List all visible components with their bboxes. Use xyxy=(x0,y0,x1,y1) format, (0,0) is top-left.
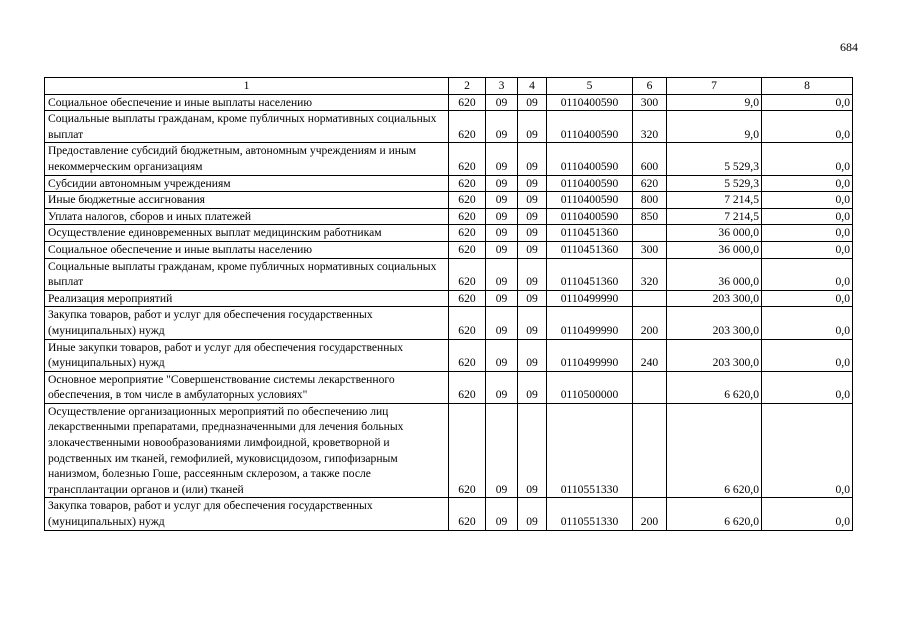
table-row xyxy=(45,371,853,403)
row-target-item-code: 0110400590 xyxy=(547,175,633,192)
row-target-item-code: 0110400590 xyxy=(547,143,633,175)
row-name: Уплата налогов, сборов и иных платежей xyxy=(45,208,449,225)
table-row xyxy=(45,192,853,209)
row-amount: 5 529,3 xyxy=(667,143,762,175)
row-ministry-code: 620 xyxy=(449,208,486,225)
row-name: Предоставление субсидий бюджетным, автономным учреждениям и иным некоммерческим организациям xyxy=(45,143,449,175)
row-expense-type-code: 200 xyxy=(633,307,667,339)
row-target-item-code: 0110551330 xyxy=(547,498,633,530)
row-amount-secondary: 0,0 xyxy=(762,225,853,242)
table-row xyxy=(45,339,853,371)
row-amount: 6 620,0 xyxy=(667,403,762,498)
row-subsection-code: 09 xyxy=(518,192,547,209)
row-amount: 36 000,0 xyxy=(667,258,762,290)
row-subsection-code: 09 xyxy=(518,241,547,258)
row-name: Иные бюджетные ассигнования xyxy=(45,192,449,209)
row-target-item-code: 0110400590 xyxy=(547,111,633,143)
row-expense-type-code xyxy=(633,371,667,403)
row-subsection-code: 09 xyxy=(518,258,547,290)
row-amount: 6 620,0 xyxy=(667,498,762,530)
column-header: 7 xyxy=(667,78,762,95)
column-header: 6 xyxy=(633,78,667,95)
row-subsection-code: 09 xyxy=(518,290,547,307)
row-ministry-code: 620 xyxy=(449,258,486,290)
row-amount-secondary: 0,0 xyxy=(762,258,853,290)
row-amount-secondary: 0,0 xyxy=(762,111,853,143)
row-ministry-code: 620 xyxy=(449,94,486,111)
row-ministry-code: 620 xyxy=(449,307,486,339)
table-row xyxy=(45,143,853,175)
row-expense-type-code xyxy=(633,290,667,307)
page-number: 684 xyxy=(840,40,858,54)
row-name: Реализация мероприятий xyxy=(45,290,449,307)
row-ministry-code: 620 xyxy=(449,498,486,530)
row-section-code: 09 xyxy=(486,192,518,209)
row-name: Закупка товаров, работ и услуг для обеспечения государственных (муниципальных) нужд xyxy=(45,498,449,530)
row-expense-type-code: 320 xyxy=(633,258,667,290)
row-amount: 6 620,0 xyxy=(667,371,762,403)
column-header: 8 xyxy=(762,78,853,95)
row-ministry-code: 620 xyxy=(449,371,486,403)
row-section-code: 09 xyxy=(486,290,518,307)
row-amount: 7 214,5 xyxy=(667,208,762,225)
row-subsection-code: 09 xyxy=(518,143,547,175)
row-section-code: 09 xyxy=(486,371,518,403)
row-ministry-code: 620 xyxy=(449,175,486,192)
row-expense-type-code: 300 xyxy=(633,94,667,111)
row-ministry-code: 620 xyxy=(449,225,486,242)
row-amount: 9,0 xyxy=(667,111,762,143)
row-name: Закупка товаров, работ и услуг для обеспечения государственных (муниципальных) нужд xyxy=(45,307,449,339)
table-row xyxy=(45,208,853,225)
table-header-row xyxy=(45,78,853,95)
row-expense-type-code: 620 xyxy=(633,175,667,192)
row-name: Социальное обеспечение и иные выплаты населению xyxy=(45,241,449,258)
row-name: Основное мероприятие "Совершенствование системы лекарственного обеспечения, в том числе в амбулаторных условиях" xyxy=(45,371,449,403)
row-name: Социальное обеспечение и иные выплаты населению xyxy=(45,94,449,111)
row-subsection-code: 09 xyxy=(518,371,547,403)
row-amount: 5 529,3 xyxy=(667,175,762,192)
row-section-code: 09 xyxy=(486,258,518,290)
column-header: 3 xyxy=(486,78,518,95)
row-amount: 36 000,0 xyxy=(667,241,762,258)
row-amount-secondary: 0,0 xyxy=(762,339,853,371)
row-target-item-code: 0110499990 xyxy=(547,290,633,307)
row-target-item-code: 0110451360 xyxy=(547,225,633,242)
row-amount-secondary: 0,0 xyxy=(762,192,853,209)
row-subsection-code: 09 xyxy=(518,403,547,498)
table-row xyxy=(45,94,853,111)
row-subsection-code: 09 xyxy=(518,339,547,371)
row-amount-secondary: 0,0 xyxy=(762,175,853,192)
row-section-code: 09 xyxy=(486,208,518,225)
row-section-code: 09 xyxy=(486,241,518,258)
row-subsection-code: 09 xyxy=(518,111,547,143)
row-expense-type-code: 600 xyxy=(633,143,667,175)
row-section-code: 09 xyxy=(486,225,518,242)
row-subsection-code: 09 xyxy=(518,175,547,192)
row-expense-type-code: 240 xyxy=(633,339,667,371)
row-expense-type-code: 800 xyxy=(633,192,667,209)
budget-table xyxy=(44,77,853,531)
row-section-code: 09 xyxy=(486,498,518,530)
row-ministry-code: 620 xyxy=(449,111,486,143)
row-name: Субсидии автономным учреждениям xyxy=(45,175,449,192)
row-subsection-code: 09 xyxy=(518,225,547,242)
row-name: Иные закупки товаров, работ и услуг для обеспечения государственных (муниципальных) нужд xyxy=(45,339,449,371)
row-ministry-code: 620 xyxy=(449,290,486,307)
row-amount: 36 000,0 xyxy=(667,225,762,242)
table-row xyxy=(45,290,853,307)
row-expense-type-code: 200 xyxy=(633,498,667,530)
table-row xyxy=(45,403,853,498)
row-subsection-code: 09 xyxy=(518,307,547,339)
row-target-item-code: 0110551330 xyxy=(547,403,633,498)
row-ministry-code: 620 xyxy=(449,143,486,175)
table-row xyxy=(45,307,853,339)
column-header: 5 xyxy=(547,78,633,95)
row-expense-type-code: 850 xyxy=(633,208,667,225)
row-ministry-code: 620 xyxy=(449,192,486,209)
row-target-item-code: 0110499990 xyxy=(547,339,633,371)
table-row xyxy=(45,498,853,530)
table-row xyxy=(45,225,853,242)
row-name: Социальные выплаты гражданам, кроме публичных нормативных социальных выплат xyxy=(45,111,449,143)
row-amount-secondary: 0,0 xyxy=(762,498,853,530)
row-amount-secondary: 0,0 xyxy=(762,143,853,175)
row-target-item-code: 0110400590 xyxy=(547,208,633,225)
row-amount: 203 300,0 xyxy=(667,307,762,339)
table-row xyxy=(45,111,853,143)
row-target-item-code: 0110451360 xyxy=(547,258,633,290)
row-ministry-code: 620 xyxy=(449,241,486,258)
table-row xyxy=(45,241,853,258)
row-amount: 203 300,0 xyxy=(667,339,762,371)
row-expense-type-code: 320 xyxy=(633,111,667,143)
row-expense-type-code: 300 xyxy=(633,241,667,258)
row-target-item-code: 0110500000 xyxy=(547,371,633,403)
row-name: Осуществление единовременных выплат медицинским работникам xyxy=(45,225,449,242)
table-row xyxy=(45,175,853,192)
row-amount: 9,0 xyxy=(667,94,762,111)
row-amount-secondary: 0,0 xyxy=(762,371,853,403)
row-target-item-code: 0110400590 xyxy=(547,192,633,209)
row-section-code: 09 xyxy=(486,339,518,371)
table-row xyxy=(45,258,853,290)
row-section-code: 09 xyxy=(486,111,518,143)
row-subsection-code: 09 xyxy=(518,94,547,111)
row-section-code: 09 xyxy=(486,175,518,192)
row-amount-secondary: 0,0 xyxy=(762,290,853,307)
row-section-code: 09 xyxy=(486,403,518,498)
row-expense-type-code xyxy=(633,225,667,242)
column-header: 4 xyxy=(518,78,547,95)
row-amount-secondary: 0,0 xyxy=(762,307,853,339)
row-name: Осуществление организационных мероприятий по обеспечению лиц лекарственными препаратами, предназначенными для лечения больных злокачественными новообразованиями лимфоидной, кроветворной и родственных им тканей, гемофилией, муковисцидозом, гипофизарным нанизмом, болезнью Гоше, рассеянным склерозом, а также после трансплантации органов и (или) тканей xyxy=(45,403,449,498)
row-target-item-code: 0110499990 xyxy=(547,307,633,339)
row-section-code: 09 xyxy=(486,94,518,111)
row-subsection-code: 09 xyxy=(518,208,547,225)
row-amount: 7 214,5 xyxy=(667,192,762,209)
row-amount-secondary: 0,0 xyxy=(762,403,853,498)
column-header: 2 xyxy=(449,78,486,95)
row-ministry-code: 620 xyxy=(449,339,486,371)
row-subsection-code: 09 xyxy=(518,498,547,530)
row-amount-secondary: 0,0 xyxy=(762,208,853,225)
row-section-code: 09 xyxy=(486,307,518,339)
row-target-item-code: 0110400590 xyxy=(547,94,633,111)
row-ministry-code: 620 xyxy=(449,403,486,498)
row-expense-type-code xyxy=(633,403,667,498)
row-amount-secondary: 0,0 xyxy=(762,241,853,258)
row-amount-secondary: 0,0 xyxy=(762,94,853,111)
column-header: 1 xyxy=(45,78,449,95)
row-name: Социальные выплаты гражданам, кроме публичных нормативных социальных выплат xyxy=(45,258,449,290)
row-target-item-code: 0110451360 xyxy=(547,241,633,258)
row-section-code: 09 xyxy=(486,143,518,175)
row-amount: 203 300,0 xyxy=(667,290,762,307)
